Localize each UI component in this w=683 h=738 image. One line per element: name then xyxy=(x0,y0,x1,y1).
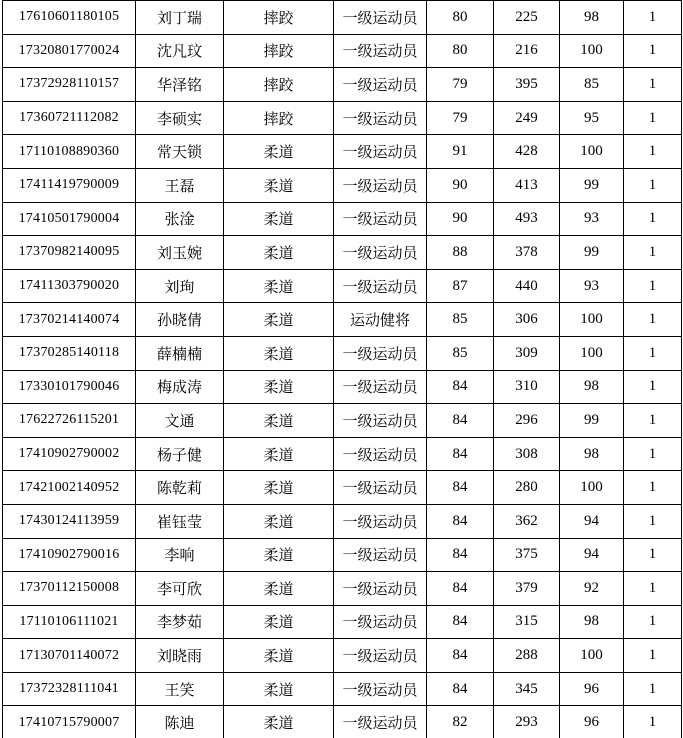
candidate-id-cell: 17110108890360 xyxy=(3,135,136,169)
level-cell: 一级运动员 xyxy=(334,706,427,738)
name-cell: 张淦 xyxy=(136,202,224,236)
score-c-cell: 100 xyxy=(560,303,624,337)
flag-cell: 1 xyxy=(624,370,682,404)
flag-cell: 1 xyxy=(624,1,682,35)
candidate-id-cell: 17370112150008 xyxy=(3,572,136,606)
candidate-id-cell: 17360721112082 xyxy=(3,101,136,135)
name-cell: 陈乾莉 xyxy=(136,471,224,505)
score-a-cell: 87 xyxy=(427,269,494,303)
score-b-cell: 345 xyxy=(494,672,560,706)
score-c-cell: 100 xyxy=(560,34,624,68)
flag-cell: 1 xyxy=(624,68,682,102)
name-cell: 王笑 xyxy=(136,672,224,706)
score-b-cell: 315 xyxy=(494,605,560,639)
flag-cell: 1 xyxy=(624,471,682,505)
candidate-id-cell: 17330101790046 xyxy=(3,370,136,404)
candidate-id-cell: 17410902790016 xyxy=(3,538,136,572)
level-cell: 一级运动员 xyxy=(334,471,427,505)
table-row xyxy=(3,605,682,639)
level-cell: 一级运动员 xyxy=(334,269,427,303)
score-a-cell: 84 xyxy=(427,370,494,404)
score-b-cell: 362 xyxy=(494,504,560,538)
level-cell: 一级运动员 xyxy=(334,504,427,538)
flag-cell: 1 xyxy=(624,639,682,673)
flag-cell: 1 xyxy=(624,303,682,337)
score-c-cell: 99 xyxy=(560,404,624,438)
score-b-cell: 306 xyxy=(494,303,560,337)
score-b-cell: 493 xyxy=(494,202,560,236)
candidate-id-cell: 17421002140952 xyxy=(3,471,136,505)
score-a-cell: 80 xyxy=(427,1,494,35)
flag-cell: 1 xyxy=(624,135,682,169)
name-cell: 薛楠楠 xyxy=(136,336,224,370)
candidate-id-cell: 17370214140074 xyxy=(3,303,136,337)
sport-cell: 摔跤 xyxy=(224,1,334,35)
score-c-cell: 100 xyxy=(560,471,624,505)
score-b-cell: 378 xyxy=(494,236,560,270)
level-cell: 一级运动员 xyxy=(334,68,427,102)
flag-cell: 1 xyxy=(624,706,682,738)
table-row xyxy=(3,572,682,606)
candidate-id-cell: 17130701140072 xyxy=(3,639,136,673)
flag-cell: 1 xyxy=(624,572,682,606)
candidate-id-cell: 17622726115201 xyxy=(3,404,136,438)
score-b-cell: 395 xyxy=(494,68,560,102)
candidate-id-cell: 17370285140118 xyxy=(3,336,136,370)
score-a-cell: 84 xyxy=(427,437,494,471)
table-row xyxy=(3,471,682,505)
sport-cell: 柔道 xyxy=(224,437,334,471)
name-cell: 崔钰莹 xyxy=(136,504,224,538)
name-cell: 华泽铭 xyxy=(136,68,224,102)
score-c-cell: 100 xyxy=(560,135,624,169)
sport-cell: 柔道 xyxy=(224,135,334,169)
score-a-cell: 84 xyxy=(427,504,494,538)
score-a-cell: 80 xyxy=(427,34,494,68)
candidate-id-cell: 17320801770024 xyxy=(3,34,136,68)
candidate-id-cell: 17370982140095 xyxy=(3,236,136,270)
name-cell: 文通 xyxy=(136,404,224,438)
level-cell: 一级运动员 xyxy=(334,101,427,135)
table-row xyxy=(3,135,682,169)
results-table xyxy=(2,0,682,738)
score-a-cell: 90 xyxy=(427,168,494,202)
level-cell: 一级运动员 xyxy=(334,202,427,236)
score-b-cell: 249 xyxy=(494,101,560,135)
name-cell: 沈凡玟 xyxy=(136,34,224,68)
score-a-cell: 85 xyxy=(427,336,494,370)
table-row xyxy=(3,303,682,337)
score-b-cell: 310 xyxy=(494,370,560,404)
table-row xyxy=(3,236,682,270)
sport-cell: 柔道 xyxy=(224,168,334,202)
name-cell: 刘丁瑞 xyxy=(136,1,224,35)
sport-cell: 摔跤 xyxy=(224,101,334,135)
table-row xyxy=(3,404,682,438)
table-row xyxy=(3,370,682,404)
score-a-cell: 84 xyxy=(427,404,494,438)
flag-cell: 1 xyxy=(624,336,682,370)
flag-cell: 1 xyxy=(624,404,682,438)
name-cell: 李硕实 xyxy=(136,101,224,135)
candidate-id-cell: 17410501790004 xyxy=(3,202,136,236)
flag-cell: 1 xyxy=(624,504,682,538)
score-c-cell: 100 xyxy=(560,639,624,673)
score-c-cell: 98 xyxy=(560,605,624,639)
table-row xyxy=(3,706,682,738)
name-cell: 刘珣 xyxy=(136,269,224,303)
table-row xyxy=(3,336,682,370)
sport-cell: 柔道 xyxy=(224,471,334,505)
flag-cell: 1 xyxy=(624,538,682,572)
table-row xyxy=(3,672,682,706)
level-cell: 一级运动员 xyxy=(334,336,427,370)
name-cell: 常天锁 xyxy=(136,135,224,169)
score-a-cell: 91 xyxy=(427,135,494,169)
score-a-cell: 84 xyxy=(427,471,494,505)
level-cell: 一级运动员 xyxy=(334,1,427,35)
score-c-cell: 100 xyxy=(560,336,624,370)
name-cell: 李梦茹 xyxy=(136,605,224,639)
level-cell: 一级运动员 xyxy=(334,437,427,471)
level-cell: 一级运动员 xyxy=(334,236,427,270)
name-cell: 梅成涛 xyxy=(136,370,224,404)
score-a-cell: 84 xyxy=(427,572,494,606)
flag-cell: 1 xyxy=(624,672,682,706)
score-c-cell: 93 xyxy=(560,202,624,236)
score-a-cell: 79 xyxy=(427,101,494,135)
score-c-cell: 98 xyxy=(560,437,624,471)
score-b-cell: 309 xyxy=(494,336,560,370)
score-c-cell: 92 xyxy=(560,572,624,606)
score-a-cell: 84 xyxy=(427,639,494,673)
table-row xyxy=(3,538,682,572)
table-row xyxy=(3,437,682,471)
results-table-body xyxy=(3,1,682,738)
candidate-id-cell: 17372928110157 xyxy=(3,68,136,102)
score-c-cell: 94 xyxy=(560,504,624,538)
score-c-cell: 98 xyxy=(560,1,624,35)
score-a-cell: 85 xyxy=(427,303,494,337)
flag-cell: 1 xyxy=(624,101,682,135)
score-a-cell: 90 xyxy=(427,202,494,236)
score-b-cell: 216 xyxy=(494,34,560,68)
sport-cell: 柔道 xyxy=(224,639,334,673)
flag-cell: 1 xyxy=(624,34,682,68)
level-cell: 一级运动员 xyxy=(334,672,427,706)
score-b-cell: 375 xyxy=(494,538,560,572)
score-c-cell: 94 xyxy=(560,538,624,572)
score-b-cell: 293 xyxy=(494,706,560,738)
score-c-cell: 93 xyxy=(560,269,624,303)
score-b-cell: 288 xyxy=(494,639,560,673)
flag-cell: 1 xyxy=(624,202,682,236)
score-b-cell: 440 xyxy=(494,269,560,303)
sport-cell: 柔道 xyxy=(224,336,334,370)
sport-cell: 柔道 xyxy=(224,538,334,572)
score-c-cell: 99 xyxy=(560,236,624,270)
score-c-cell: 95 xyxy=(560,101,624,135)
name-cell: 刘玉婉 xyxy=(136,236,224,270)
sport-cell: 柔道 xyxy=(224,236,334,270)
candidate-id-cell: 17410715790007 xyxy=(3,706,136,738)
name-cell: 李可欣 xyxy=(136,572,224,606)
flag-cell: 1 xyxy=(624,269,682,303)
sport-cell: 摔跤 xyxy=(224,34,334,68)
score-c-cell: 96 xyxy=(560,672,624,706)
score-a-cell: 79 xyxy=(427,68,494,102)
sport-cell: 柔道 xyxy=(224,672,334,706)
score-b-cell: 225 xyxy=(494,1,560,35)
score-b-cell: 308 xyxy=(494,437,560,471)
level-cell: 一级运动员 xyxy=(334,370,427,404)
score-a-cell: 84 xyxy=(427,605,494,639)
name-cell: 孙晓倩 xyxy=(136,303,224,337)
name-cell: 刘晓雨 xyxy=(136,639,224,673)
table-row xyxy=(3,101,682,135)
score-c-cell: 85 xyxy=(560,68,624,102)
level-cell: 一级运动员 xyxy=(334,135,427,169)
sport-cell: 柔道 xyxy=(224,269,334,303)
score-a-cell: 84 xyxy=(427,672,494,706)
flag-cell: 1 xyxy=(624,168,682,202)
score-a-cell: 88 xyxy=(427,236,494,270)
level-cell: 一级运动员 xyxy=(334,404,427,438)
level-cell: 运动健将 xyxy=(334,303,427,337)
candidate-id-cell: 17430124113959 xyxy=(3,504,136,538)
sport-cell: 摔跤 xyxy=(224,68,334,102)
table-row xyxy=(3,639,682,673)
score-c-cell: 98 xyxy=(560,370,624,404)
table-row xyxy=(3,68,682,102)
score-c-cell: 96 xyxy=(560,706,624,738)
sport-cell: 柔道 xyxy=(224,404,334,438)
table-row xyxy=(3,269,682,303)
candidate-id-cell: 17411303790020 xyxy=(3,269,136,303)
candidate-id-cell: 17411419790009 xyxy=(3,168,136,202)
score-b-cell: 296 xyxy=(494,404,560,438)
table-row xyxy=(3,34,682,68)
name-cell: 王磊 xyxy=(136,168,224,202)
sport-cell: 柔道 xyxy=(224,370,334,404)
score-a-cell: 82 xyxy=(427,706,494,738)
candidate-id-cell: 17372328111041 xyxy=(3,672,136,706)
flag-cell: 1 xyxy=(624,236,682,270)
name-cell: 陈迪 xyxy=(136,706,224,738)
candidate-id-cell: 17610601180105 xyxy=(3,1,136,35)
score-b-cell: 428 xyxy=(494,135,560,169)
table-row xyxy=(3,168,682,202)
flag-cell: 1 xyxy=(624,437,682,471)
level-cell: 一级运动员 xyxy=(334,605,427,639)
sport-cell: 柔道 xyxy=(224,303,334,337)
score-b-cell: 280 xyxy=(494,471,560,505)
sport-cell: 柔道 xyxy=(224,572,334,606)
sport-cell: 柔道 xyxy=(224,706,334,738)
score-c-cell: 99 xyxy=(560,168,624,202)
score-b-cell: 379 xyxy=(494,572,560,606)
level-cell: 一级运动员 xyxy=(334,639,427,673)
level-cell: 一级运动员 xyxy=(334,168,427,202)
sport-cell: 柔道 xyxy=(224,504,334,538)
score-b-cell: 413 xyxy=(494,168,560,202)
level-cell: 一级运动员 xyxy=(334,538,427,572)
table-row xyxy=(3,202,682,236)
candidate-id-cell: 17110106111021 xyxy=(3,605,136,639)
score-a-cell: 84 xyxy=(427,538,494,572)
sport-cell: 柔道 xyxy=(224,605,334,639)
level-cell: 一级运动员 xyxy=(334,572,427,606)
sport-cell: 柔道 xyxy=(224,202,334,236)
flag-cell: 1 xyxy=(624,605,682,639)
level-cell: 一级运动员 xyxy=(334,34,427,68)
name-cell: 李响 xyxy=(136,538,224,572)
table-row xyxy=(3,1,682,35)
name-cell: 杨子健 xyxy=(136,437,224,471)
table-row xyxy=(3,504,682,538)
candidate-id-cell: 17410902790002 xyxy=(3,437,136,471)
